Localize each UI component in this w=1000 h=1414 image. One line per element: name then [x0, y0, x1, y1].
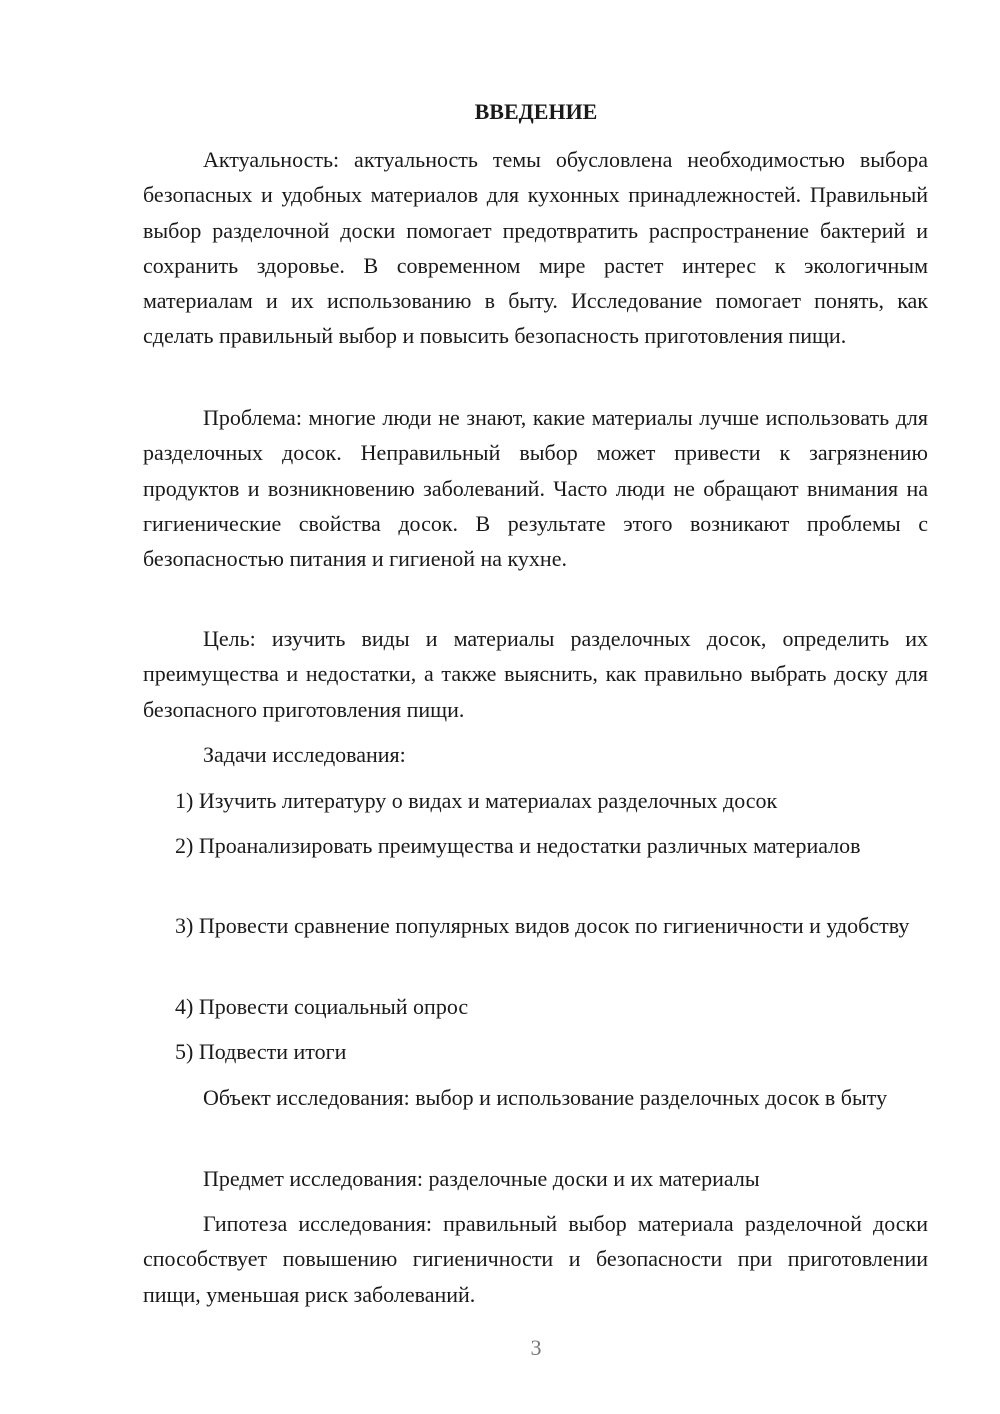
section-title: ВВЕДЕНИЕ — [474, 99, 598, 124]
paragraph-tasks-heading: Задачи исследования: — [203, 742, 406, 767]
paragraph-problem: Проблема: многие люди не знают, какие материалы лучше использовать для разделочных досок. Неправильный выбор может привести к загрязнению продуктов и возникновению заболеваний. Часто люди не обращают внимания на гигиенические свойства досок. В результате этого возникают проблемы с безопасностью питания и гигиеной на кухне. — [143, 405, 928, 572]
task-item-5: 5) Подвести итоги — [175, 1039, 347, 1064]
task-item-4: 4) Провести социальный опрос — [175, 994, 469, 1019]
paragraph-object: Объект исследования: выбор и использование разделочных досок в быту — [203, 1085, 888, 1110]
task-item-3: 3) Провести сравнение популярных видов досок по гигиеничности и удобству — [175, 913, 910, 938]
paragraph-subject: Предмет исследования: разделочные доски и их материалы — [203, 1166, 760, 1191]
paragraph-hypothesis: Гипотеза исследования: правильный выбор материала разделочной доски способствует повышению гигиеничности и безопасности при приготовлении пищи, уменьшая риск заболеваний. — [143, 1211, 928, 1307]
page-number: 3 — [530, 1335, 542, 1360]
paragraph-goal: Цель: изучить виды и материалы разделочных досок, определить их преимущества и недостатки, а также выяснить, как правильно выбрать доску для безопасного приготовления пищи. — [143, 626, 928, 722]
task-item-2: 2) Проанализировать преимущества и недостатки различных материалов — [175, 833, 861, 858]
paragraph-relevance: Актуальность: актуальность темы обусловлена необходимостью выбора безопасных и удобных материалов для кухонных принадлежностей. Правильный выбор разделочной доски помогает предотвратить распространение бактерий и сохранить здоровье. В современном мире растет интерес к экологичным материалам и их использованию в быту. Исследование помогает понять, как сделать правильный выбор и повысить безопасность приготовления пищи. — [143, 147, 928, 349]
task-item-1: 1) Изучить литературу о видах и материалах разделочных досок — [175, 788, 778, 813]
